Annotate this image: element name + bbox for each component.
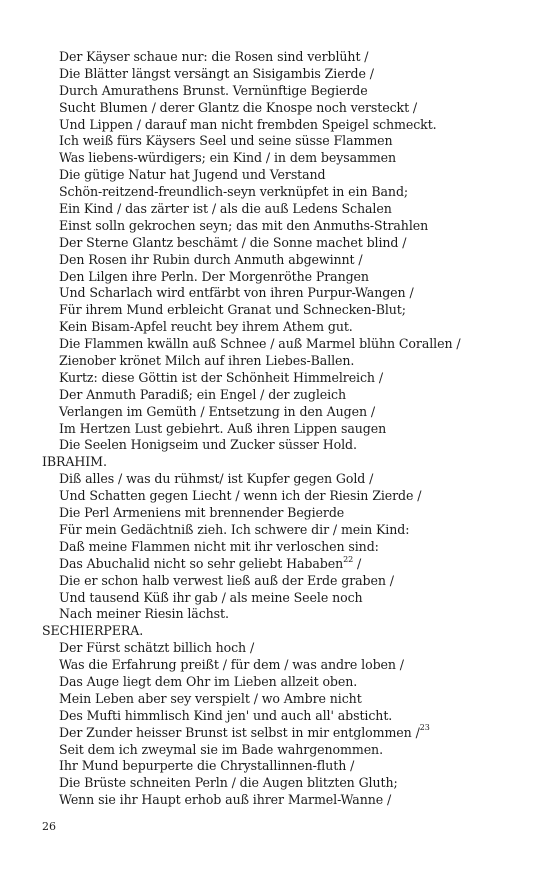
line-text: Und Scharlach wird entfärbt von ihren Purpur-Wangen /: [59, 285, 414, 301]
verse-line: [42, 505, 512, 522]
verse-line: [42, 218, 512, 235]
verse-line: [42, 590, 512, 607]
verse-line: [42, 691, 512, 708]
verse-line: [42, 421, 512, 438]
line-text: Einst solln gekrochen seyn; das mit den Anmuths-Strahlen: [59, 217, 429, 233]
verse-line: [42, 167, 512, 184]
verse-line: [42, 150, 512, 167]
verse-line: [42, 657, 512, 674]
line-text: Und Schatten gegen Liecht / wenn ich der Riesin Zierde /: [59, 488, 422, 504]
verse-line: [42, 201, 512, 218]
line-text: Verlangen im Gemüth / Entsetzung in den Augen /: [59, 403, 376, 419]
verse-line: [42, 184, 512, 201]
line-text: Die Flammen kwälln auß Schnee / auß Marmel blühn Corallen /: [59, 336, 461, 352]
line-text: Was liebens-würdigers; ein Kind / in dem beysammen: [59, 150, 397, 166]
speaker-name: [42, 454, 512, 471]
line-text: Nach meiner Riesin lächst.: [59, 606, 229, 622]
verse-line: [42, 471, 512, 488]
verse-line: [42, 792, 512, 809]
line-text: Des Mufti himmlisch Kind jen' und auch all' absticht.: [59, 707, 393, 723]
verse-line: [42, 100, 512, 117]
line-text: Der Anmuth Paradiß; ein Engel / der zugleich: [59, 386, 347, 402]
verse-line: [42, 117, 512, 134]
line-text: Der Sterne Glantz beschämt / die Sonne machet blind /: [59, 234, 407, 250]
verse-line: [42, 387, 512, 404]
verse-line: [42, 573, 512, 590]
line-text: Der Käyser schaue nur: die Rosen sind verblüht /: [59, 49, 369, 64]
line-text: Ich weiß fürs Käysers Seel und seine süsse Flammen: [59, 133, 393, 149]
line-text: Ihr Mund bepurperte die Chrystallinnen-fluth /: [59, 758, 355, 774]
verse-line: [42, 437, 512, 454]
verse-line: [42, 674, 512, 691]
line-text: Und tausend Küß ihr gab / als meine Seele noch: [59, 589, 363, 605]
verse-line: [42, 708, 512, 725]
line-text-after-note: /: [353, 555, 362, 571]
line-text: Ein Kind / das zärter ist / als die auß Ledens Schalen: [59, 201, 392, 217]
footnote-marker: 23: [419, 723, 430, 733]
line-text: Die Seelen Honigseim und Zucker süsser Hold.: [59, 437, 357, 453]
line-text: Für ihrem Mund erbleicht Granat und Schnecken-Blut;: [59, 302, 406, 318]
verse-line: [42, 758, 512, 775]
verse-line: [42, 775, 512, 792]
line-text: Wenn sie ihr Haupt erhob auß ihrer Marmel-Wanne /: [59, 792, 392, 808]
line-text: Im Hertzen Lust gebiehrt. Auß ihren Lippen saugen: [59, 420, 387, 436]
line-text: Die Blätter längst versängt an Sisigambis Zierde /: [59, 65, 374, 81]
line-text: Was die Erfahrung preißt / für dem / was andre loben /: [59, 657, 404, 673]
verse-line: [42, 49, 512, 66]
line-text: SECHIERPERA.: [42, 623, 144, 639]
verse-line: [42, 404, 512, 421]
line-text: Zienober krönet Milch auf ihren Liebes-Ballen.: [59, 353, 355, 369]
line-text: Die er schon halb verwest ließ auß der Erde graben /: [59, 572, 394, 588]
line-text: Und Lippen / darauf man nicht frembden Speigel schmeckt.: [59, 116, 437, 132]
drama-text-block: [42, 49, 512, 809]
verse-line: [42, 319, 512, 336]
line-text: Die gütige Natur hat Jugend und Verstand: [59, 167, 326, 183]
line-text: Schön-reitzend-freundlich-seyn verknüpfet in ein Band;: [59, 184, 409, 200]
line-text: Daß meine Flammen nicht mit ihr verloschen sind:: [59, 538, 379, 554]
line-text: Für mein Gedächtniß zieh. Ich schwere dir / mein Kind:: [59, 521, 410, 537]
verse-line: [42, 370, 512, 387]
verse-line: [42, 606, 512, 623]
line-text: Den Rosen ihr Rubin durch Anmuth abgewinnt /: [59, 251, 363, 267]
footnote-marker: 22: [343, 554, 354, 564]
line-text: Durch Amurathens Brunst. Vernünftige Begierde: [59, 82, 368, 98]
line-text: Die Perl Armeniens mit brennender Begierde: [59, 505, 345, 521]
verse-line: [42, 522, 512, 539]
line-text: IBRAHIM.: [42, 454, 107, 470]
verse-line: [42, 488, 512, 505]
page-number: 26: [42, 820, 56, 833]
verse-line: [42, 252, 512, 269]
verse-line: [42, 725, 512, 742]
verse-line: [42, 269, 512, 286]
line-text: Der Fürst schätzt billich hoch /: [59, 640, 255, 656]
verse-line: [42, 640, 512, 657]
line-text: Den Lilgen ihre Perln. Der Morgenröthe Prangen: [59, 268, 369, 284]
verse-line: [42, 133, 512, 150]
line-text: Diß alles / was du rühmst/ ist Kupfer gegen Gold /: [59, 471, 374, 487]
line-text: Mein Leben aber sey verspielt / wo Ambre nicht: [59, 690, 362, 706]
verse-line: [42, 336, 512, 353]
verse-line: [42, 353, 512, 370]
verse-line: [42, 83, 512, 100]
line-text: Das Abuchalid nicht so sehr geliebt Hababen: [59, 555, 344, 571]
line-text: Der Zunder heisser Brunst ist selbst in mir entglommen /: [59, 724, 420, 740]
verse-line: [42, 66, 512, 83]
line-text: Sucht Blumen / derer Glantz die Knospe noch versteckt /: [59, 99, 418, 115]
verse-line: [42, 302, 512, 319]
verse-line: [42, 235, 512, 252]
verse-line: [42, 539, 512, 556]
line-text: Kein Bisam-Apfel reucht bey ihrem Athem gut.: [59, 319, 353, 335]
speaker-name: [42, 623, 512, 640]
line-text: Die Brüste schneiten Perln / die Augen blitzten Gluth;: [59, 775, 398, 791]
verse-line: [42, 285, 512, 302]
line-text: Kurtz: diese Göttin ist der Schönheit Himmelreich /: [59, 369, 383, 385]
verse-line: [42, 742, 512, 759]
line-text: Das Auge liegt dem Ohr im Lieben allzeit oben.: [59, 673, 358, 689]
verse-line: [42, 556, 512, 573]
line-text: Seit dem ich zweymal sie im Bade wahrgenommen.: [59, 741, 383, 757]
